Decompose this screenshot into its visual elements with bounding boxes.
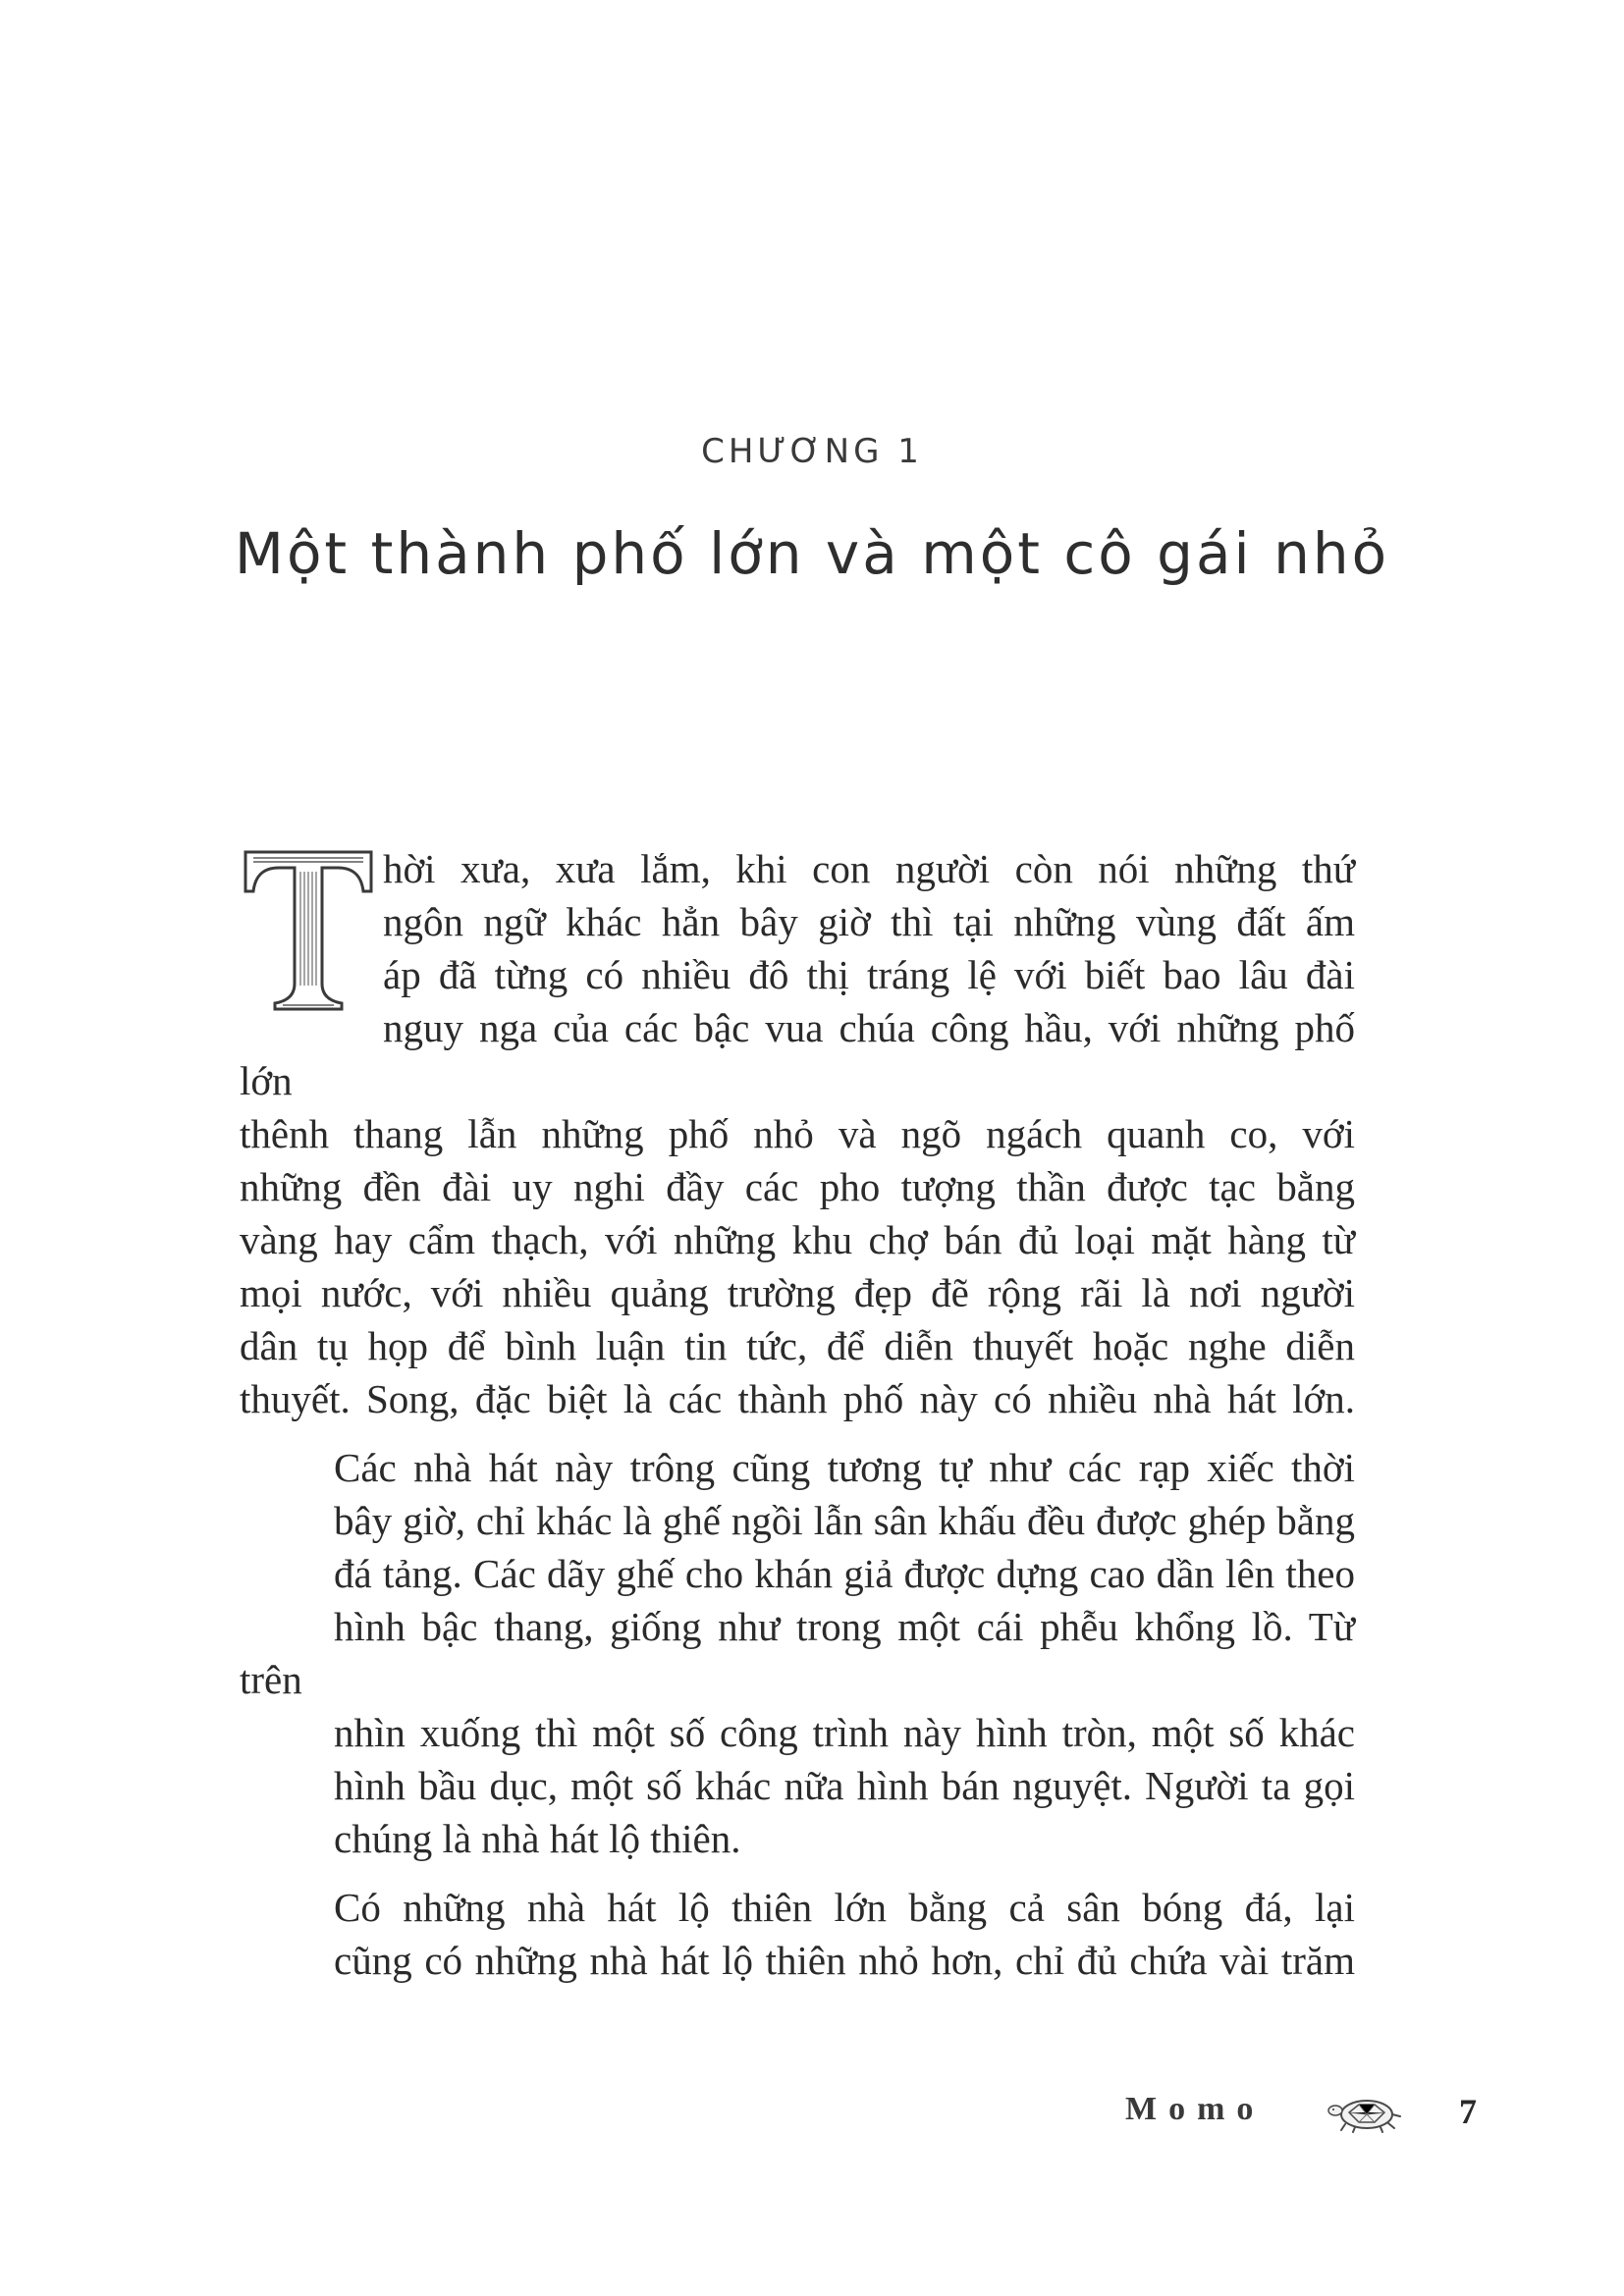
text-line: hình bậc thang, giống như trong một cái phễu khổng lồ. Từ trên <box>240 1604 1355 1702</box>
page-footer <box>0 2091 1624 2150</box>
text-line: thuyết. Song, đặc biệt là các thành phố này có nhiều nhà hát lớn. <box>240 1376 1355 1421</box>
text-line: nguy nga của các bậc vua chúa công hầu, với những phố lớn <box>240 1005 1355 1103</box>
text-line: Các nhà hát này trông cũng tương tự như các rạp xiếc thời <box>334 1445 1355 1490</box>
paragraph-1 <box>240 842 1355 1425</box>
running-title: Momo <box>1125 2091 1266 2127</box>
chapter-title: Một thành phố lớn và một cô gái nhỏ <box>234 520 1390 587</box>
text-line: ngôn ngữ khác hẳn bây giờ thì tại những vùng đất ấm <box>383 899 1355 944</box>
chapter-label: CHƯƠNG 1 <box>701 432 923 471</box>
decorative-dropcap-t-icon <box>240 848 377 1013</box>
text-line: đá tảng. Các dãy ghế cho khán giả được dựng cao dần lên theo <box>334 1551 1355 1596</box>
text-line: áp đã từng có nhiều đô thị tráng lệ với biết bao lâu đài <box>383 952 1355 997</box>
body-text <box>240 842 1355 1987</box>
text-line: vàng hay cẩm thạch, với những khu chợ bán đủ loại mặt hàng từ <box>240 1217 1355 1262</box>
text-line: hình bầu dục, một số khác nữa hình bán nguyệt. Người ta gọi <box>334 1763 1355 1808</box>
text-line: mọi nước, với nhiều quảng trường đẹp đẽ rộng rãi là nơi người <box>240 1270 1355 1315</box>
text-line: cũng có những nhà hát lộ thiên nhỏ hơn, chỉ đủ chứa vài trăm <box>334 1938 1355 1983</box>
text-line: những đền đài uy nghi đầy các pho tượng thần được tạc bằng <box>240 1164 1355 1209</box>
page-number: 7 <box>1459 2092 1477 2131</box>
text-line: bây giờ, chỉ khác là ghế ngồi lẫn sân khấu đều được ghép bằng <box>334 1498 1355 1543</box>
text-line: Có những nhà hát lộ thiên lớn bằng cả sân bóng đá, lại <box>334 1885 1355 1930</box>
paragraph-3 <box>240 1881 1355 1987</box>
paragraph-2 <box>240 1441 1355 1865</box>
text-line: hời xưa, xưa lắm, khi con người còn nói những thứ <box>383 846 1355 891</box>
turtle-icon <box>1327 2091 1406 2139</box>
text-line: dân tụ họp để bình luận tin tức, để diễn thuyết hoặc nghe diễn <box>240 1323 1355 1368</box>
text-line: chúng là nhà hát lộ thiên. <box>334 1816 741 1861</box>
dropcap-letter <box>240 848 377 1013</box>
text-line: thênh thang lẫn những phố nhỏ và ngõ ngách quanh co, với <box>240 1111 1355 1156</box>
text-line: nhìn xuống thì một số công trình này hình tròn, một số khác <box>334 1710 1355 1755</box>
